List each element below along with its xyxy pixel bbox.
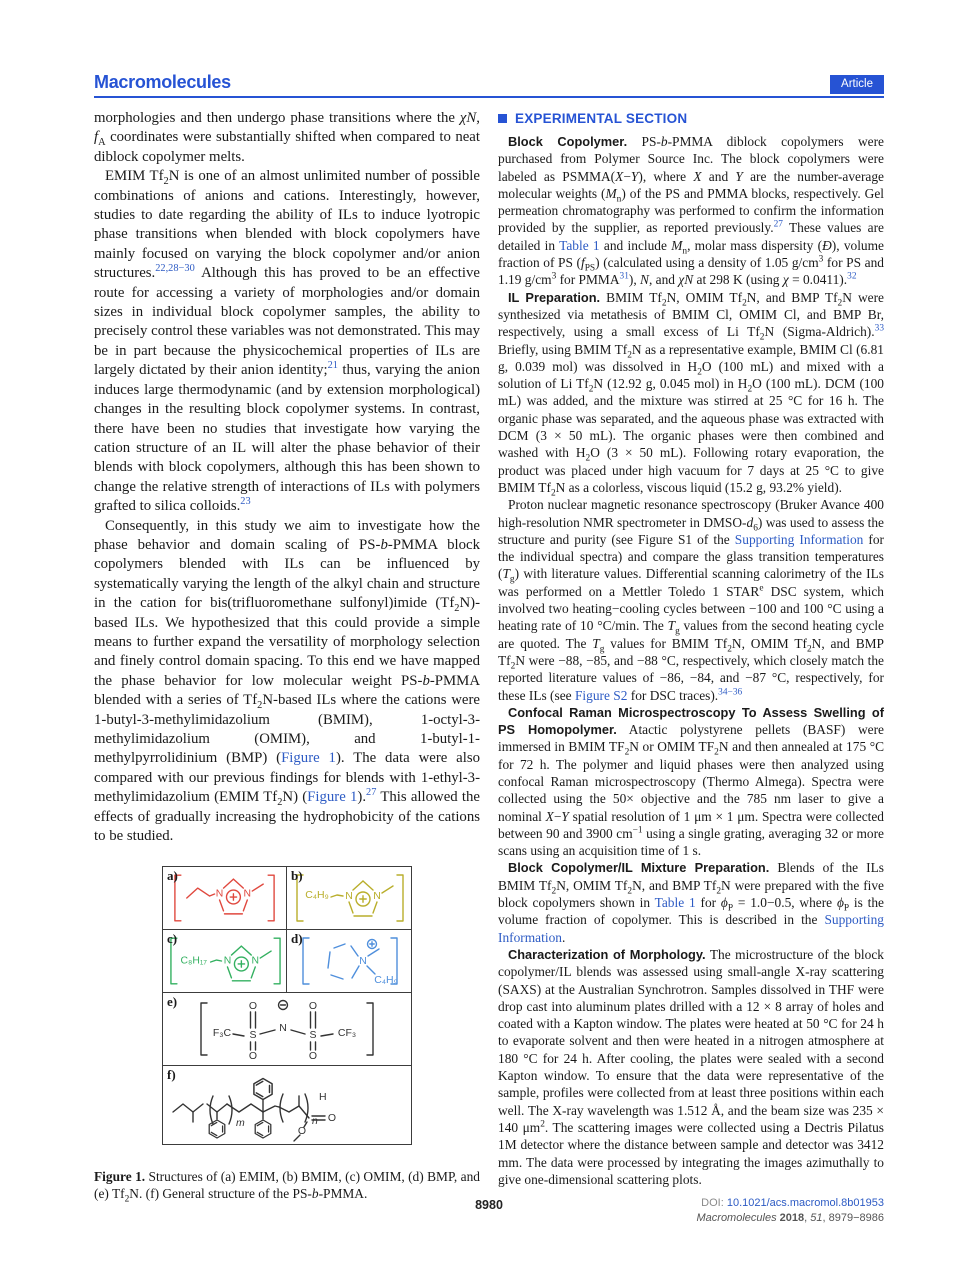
panel-label-e: e) xyxy=(167,994,178,1010)
experimental-paragraph: IL Preparation. BMIM $Tf_2N$, OMIM $Tf_2N$, and BMP $Tf_2N$ were synthesized via metathesis of BMIM Cl, OMIM Cl, and BMP Br, respectively, using a small excess of Li $Tf_2N$ (Sigma-Aldrich).$^{33}$ Briefly, using BMIM $Tf_2N$ as a representative example, BMIM Cl (6.81 g, 0.039 mol) was dissolved in $H_2O$ (100 mL) and mixed with a solution of Li $Tf_2N$ (12.92 g, 0.045 mol) in $H_2O$ (100 mL). DCM (100 mL) was added, and the mixture was stirred at 25 °C for 16 h. The organic phase was separated, and the aqueous phase was extracted with DCM (3 × 50 mL). The organic phases were then combined and washed with $H_2O$ (3 × 50 mL). Following rotary evaporation, the product was placed under high vacuum for 7 days at 25 °C to give BMIM $Tf_2N$ as a colorless, viscous liquid (15.2 g, 93.2% yield). xyxy=(498,289,884,499)
section-heading-experimental xyxy=(498,111,884,126)
inline-link[interactable]: 22,28−30 xyxy=(155,263,195,275)
panel-label-f: f) xyxy=(167,1067,176,1083)
experimental-paragraph: Confocal Raman Microspectroscopy To Assess Swelling of PS Homopolymer. Atactic polystyrene pellets (BASF) were immersed in BMIM $TF_2N$ or OMIM $TF_2N$ and then annealed at 175 °C for 72 h. The polymer and liquid phases were then analyzed using confocal Raman microspectroscopy (Thermo Almega). Spectra were collected using the 50× objective and the 785 nm laser to give a nominal X−Y spatial resolution of 1 μm × 1 μm. Spectra were collected between 90 and 3900 $cm^{-1}$ using a single grating, averaging 32 or more scans using an acquisition time of 1 s. xyxy=(498,704,885,859)
svg-text:C₄H₉: C₄H₉ xyxy=(374,974,398,987)
experimental-paragraph: Block Copolymer/IL Mixture Preparation. Blends of the ILs BMIM $Tf_2N$, OMIM $Tf_2N$, and BMP $Tf_2N$ were prepared with the five block copolymers shown in Table 1 for $\phi_P = 1.0-0.5$, where $\phi_P$ is the volume fraction of copolymer. This is described in the Supporting Information. xyxy=(498,860,885,945)
article-type-badge: Article xyxy=(830,75,884,94)
svg-text:O: O xyxy=(248,1050,258,1063)
bmp-structure-image xyxy=(287,930,411,992)
inline-link[interactable]: Table 1 xyxy=(559,237,600,253)
tf2n-structure-image xyxy=(163,993,411,1065)
inline-link[interactable]: 23 xyxy=(240,496,251,508)
inline-link[interactable]: Supporting Information xyxy=(498,912,884,945)
svg-text:N: N xyxy=(223,955,232,967)
right-column xyxy=(498,109,884,1202)
doi-block xyxy=(697,1196,885,1225)
figure-panel-ps-b-pmma xyxy=(163,1066,411,1144)
left-column xyxy=(94,109,481,1206)
svg-text:O: O xyxy=(308,1050,318,1063)
figure-panel-bmp xyxy=(287,930,411,993)
svg-text:N: N xyxy=(215,888,224,900)
section-title: EXPERIMENTAL SECTION xyxy=(515,111,688,126)
inline-link[interactable]: Supporting Information xyxy=(734,531,864,547)
figure-panel-omim xyxy=(163,930,287,993)
omim-structure-image xyxy=(163,930,286,992)
panel-label-d: d) xyxy=(291,931,303,947)
inline-link[interactable]: 33 xyxy=(874,323,884,334)
svg-text:C₄H₉: C₄H₉ xyxy=(305,889,329,902)
svg-text:S: S xyxy=(249,1029,257,1042)
doi-label: DOI: xyxy=(701,1197,727,1209)
figure-1-box xyxy=(162,866,412,1145)
svg-text:N: N xyxy=(279,1022,287,1035)
panel-label-b: b) xyxy=(291,868,303,884)
experimental-paragraph: Block Copolymer. PS-b-PMMA diblock copolymers were purchased from Polymer Source Inc. The block copolymers were labeled as PSMMA(X−Y), where X and Y are the number-average molecular weights $(M_n)$ of the PS and PMMA blocks, respectively. Gel permeation chromatography was performed to confirm the information provided by the supplier, as reported previously.$^{27}$ These values are detailed in Table 1 and include $M_n$, molar mass dispersity (Đ), volume fraction of PS $(f_{PS})$ (calculated using a density of 1.05 $g/cm^3$ for PS and 1.19 $g/cm^3$ for PMMA$^{31}$), N, and χN at 298 K (using χ = 0.0411).$^{32}$ xyxy=(498,134,885,288)
figure-panel-emim xyxy=(163,867,287,930)
journal-citation: Macromolecules 2018, 51, 8979−8986 xyxy=(696,1211,884,1224)
page-header xyxy=(94,72,884,98)
svg-text:N: N xyxy=(251,955,260,967)
panel-label-c: c) xyxy=(167,931,178,947)
inline-link[interactable]: 27 xyxy=(773,220,783,231)
experimental-paragraph: Proton nuclear magnetic resonance spectroscopy (Bruker Avance 400 high-resolution NMR spectrometer in DMSO-$d_6$) was used to assess the structure and purity (see Figure S1 of the Supporting Information for the individual spectra) and compare the glass transition temperatures $(T_g)$ with literature values. Differential scanning calorimetry of the ILs was performed on a Mettler Toledo 1 STAR$^e$ DSC system, which involved two heating−cooling cycles between −100 and 100 °C using a heating rate of 10 °C/min. The $T_g$ values from the second heating cycle are quoted. The $T_g$ values for BMIM $Tf_2N$, OMIM $Tf_2N$, and BMP $Tf_2N$ were −88, −85, and −88 °C, respectively, which closely match the reported literature values of −86, −84, and −87 °C, respectively, for these ILs (see Figure S2 for DSC traces).$^{34-36}$ xyxy=(498,497,885,703)
svg-text:N: N xyxy=(243,888,252,900)
svg-text:N: N xyxy=(373,890,381,903)
page-number: 8980 xyxy=(475,1198,503,1212)
svg-text:n: n xyxy=(312,1115,318,1128)
doi-link[interactable]: 10.1021/acs.macromol.8b01953 xyxy=(726,1197,884,1209)
figure-1-caption: Figure 1. Structures of (a) EMIM, (b) BMIM, (c) OMIM, (d) BMP, and (e) $Tf_2N$. (f) General structure of the PS-b-PMMA. xyxy=(94,1169,480,1206)
emim-structure-image xyxy=(163,867,286,929)
svg-text:O: O xyxy=(297,1125,307,1138)
experimental-paragraph: Characterization of Morphology. The microstructure of the block copolymer/IL blends was assessed using small-angle X-ray scattering (SAXS) at the Australian Synchrotron. Samples dissolved in THF were drop cast into aluminum plates drilled with a 12 × 8 array of holes and coated with a Kapton window. The plates were heated at 50 °C for 24 h to evaporate solvent and then were heated in a nitrogen atmosphere at 180 °C for 24 h. After cooling, the plates were sealed with a second Kapton window. To ensure that the data were representative of the sample, profiles were collected from at least three positions within each well. The X-ray wavelength was 1.512 Å, and the beam size was 235 × 140 $\mu m^2$. The scattering images were collected using a Dectris Pilatus 1M detector where the distance between sample and detector was 3412 mm. The data were processed by integrating the images azimuthally to give one-dimensional scattering plots. xyxy=(498,946,885,1187)
intro-paragraph: morphologies and then undergo phase transitions where the χN, $f_A$ coordinates were substantially shifted when compared to neat diblock copolymer melts. xyxy=(94,110,480,165)
svg-text:N: N xyxy=(345,890,353,903)
inline-link[interactable]: 32 xyxy=(847,271,857,282)
bmim-structure-image xyxy=(287,867,411,929)
svg-text:F₃C: F₃C xyxy=(212,1027,232,1040)
ps-b-pmma-structure-image xyxy=(163,1066,411,1144)
svg-text:m: m xyxy=(236,1117,245,1130)
svg-text:S: S xyxy=(309,1029,317,1042)
inline-link[interactable]: Figure 1 xyxy=(307,789,358,806)
svg-text:O: O xyxy=(308,1000,318,1013)
figure-1 xyxy=(94,866,480,1206)
inline-link[interactable]: 27 xyxy=(366,787,377,799)
panel-label-a: a) xyxy=(167,868,178,884)
intro-paragraph: EMIM $Tf_2N$ is one of an almost unlimited number of possible combinations of anions and cations. Interestingly, however, studies to date regarding the ability of ILs to induce lyotropic phase transitions when blended with block copolymers have mainly focused on varying the block copolymer and/or anion structures.$^{22,28-30}$ Although this has proved to be an effective route for accessing a variety of morphologies and/or domain sizes in individual block copolymer samples, the ability to precisely control these variables was not demonstrated. This may be in part because the physicochemical properties of ILs are largely dictated by their anion identity;$^{21}$ thus, varying the anion induces large thermodynamic (and by extension morphological) changes in the resulting block copolymer systems. In contrast, there have been no studies that investigate how varying the cation structure of an IL will alter the phase behavior of their blends with block copolymers, although this has been shown to change the relative strength of interactions of ILs with polymers grafted to silica colloids.$^{23}$ xyxy=(94,168,480,515)
svg-text:C₈H₁₇: C₈H₁₇ xyxy=(180,955,207,967)
intro-paragraph: Consequently, in this study we aim to investigate how the phase behavior and domain scaling of PS-b-PMMA block copolymers blended with ILs can be influenced by systematically varying the length of the alkyl chain and structure in the cation for bis(trifluoromethane sulfonyl)imide $(Tf_2N)$-based ILs. We hypothesized that this could provide a simple means to further expand the versatility of morphology selection and finely control domain spacing. To this end we have mapped the phase behavior for low molecular weight PS-b-PMMA blended with a series of $Tf_2N$-based ILs where the cations were 1-butyl-3-methylimidazolium (BMIM), 1-octyl-3-methylimidazolium (OMIM), and 1-butyl-1-methylpyrrolidinium (BMP) (Figure 1). The data were also compared with our previous findings for blends with 1-ethyl-3-methylimidazolium (EMIM $Tf_2N$) (Figure 1).$^{27}$ This allowed the effects of gradually increasing the hydrophobicity of the cations to be studied. xyxy=(94,517,481,845)
figure-panel-tf2n xyxy=(163,993,411,1066)
inline-link[interactable]: 34−36 xyxy=(718,687,743,698)
inline-link[interactable]: Figure S2 xyxy=(574,687,628,703)
inline-link[interactable]: 21 xyxy=(327,360,338,372)
svg-text:O: O xyxy=(248,1000,258,1013)
section-square-icon xyxy=(498,114,507,123)
journal-title: Macromolecules xyxy=(94,72,231,92)
figure-panel-bmim xyxy=(287,867,411,930)
svg-text:CF₃: CF₃ xyxy=(337,1027,357,1040)
svg-text:N: N xyxy=(359,955,367,968)
inline-link[interactable]: Table 1 xyxy=(654,895,696,911)
svg-text:H: H xyxy=(319,1091,327,1104)
svg-text:O: O xyxy=(327,1112,337,1125)
inline-link[interactable]: Figure 1 xyxy=(281,750,336,767)
page-footer xyxy=(94,1196,884,1240)
inline-link[interactable]: 31 xyxy=(619,271,629,282)
